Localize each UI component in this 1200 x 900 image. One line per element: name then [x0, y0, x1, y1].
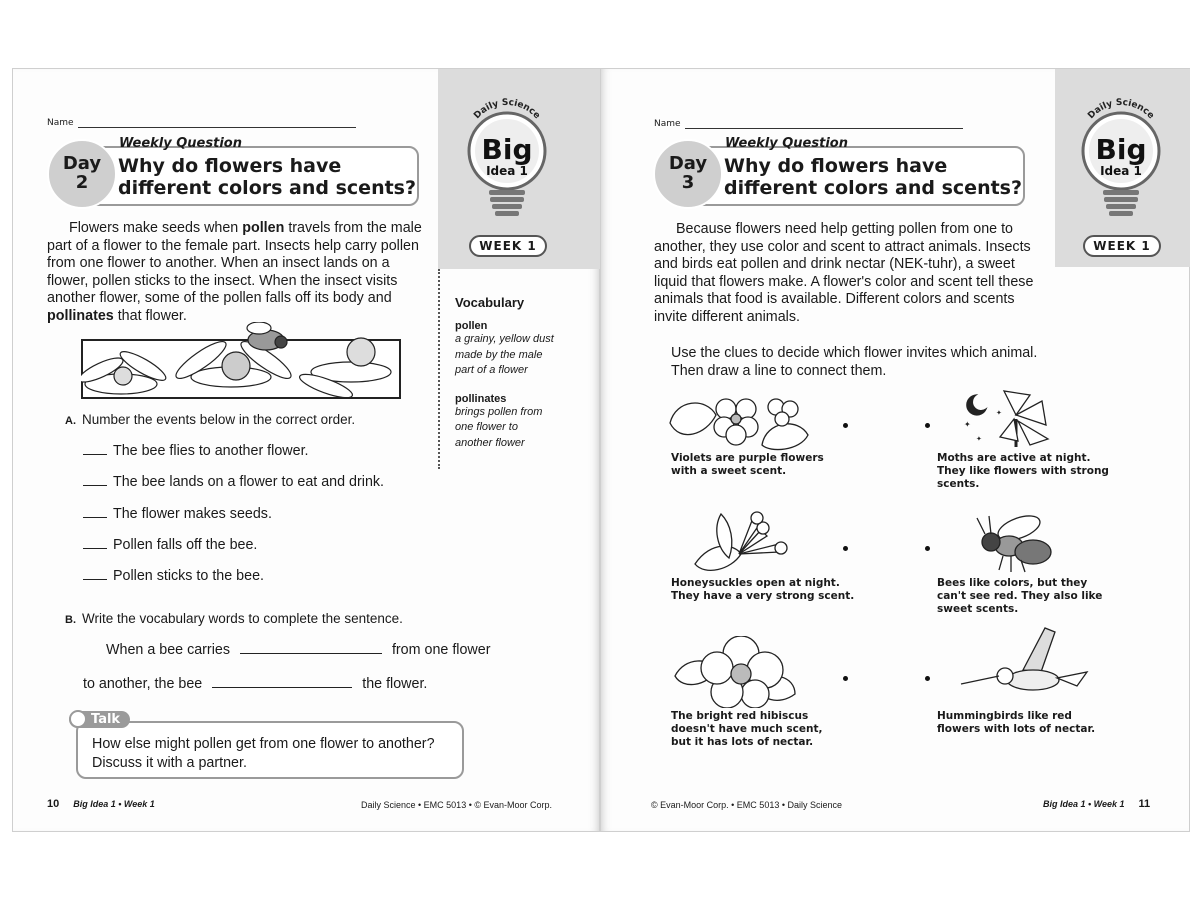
violet-flowers-icon [666, 395, 816, 451]
hibiscus-connect-dot[interactable] [843, 676, 848, 681]
event-text-4: Pollen falls off the bee. [113, 537, 258, 553]
sentence-line-2 [83, 676, 427, 692]
event-item-4[interactable] [83, 537, 257, 553]
page-number-left: 10 [47, 798, 60, 810]
event-text-3: The flower makes seeds. [113, 506, 272, 522]
footer-book-left: Big Idea 1 • Week 1 [73, 799, 155, 809]
vocabulary-box [455, 295, 555, 465]
question-a-text: Number the events below in the correct order. [82, 412, 356, 427]
title-line-1-right: Why do flowers have [724, 155, 948, 177]
hummingbird-icon [959, 626, 1091, 700]
day-label-right: Day [668, 153, 708, 175]
talk-face-icon [69, 710, 87, 728]
day-number: 2 [75, 172, 89, 193]
event-item-1[interactable] [83, 443, 309, 459]
talk-label: Talk [91, 712, 121, 727]
name-field[interactable] [47, 118, 356, 128]
moth-connect-dot[interactable] [925, 423, 930, 428]
vocab-term-pollen: pollen [455, 320, 488, 332]
event-text-5: Pollen sticks to the bee. [113, 568, 264, 584]
event-text-2: The bee lands on a flower to eat and drink. [113, 474, 385, 490]
left-footer [47, 798, 155, 810]
badge-big: Big [481, 133, 533, 166]
bee-clue: Bees like colors, but they can't see red. They also like sweet scents. [937, 577, 1103, 615]
badge-idea-right: Idea 1 [1100, 164, 1142, 178]
paragraph-segment: Flowers make seeds when [69, 220, 243, 236]
bee-connect-dot[interactable] [925, 546, 930, 551]
right-page [600, 68, 1190, 832]
talk-line-2: Discuss it with a partner. [92, 755, 247, 771]
honeysuckle-clue: Honeysuckles open at night. They have a very strong scent. [671, 577, 855, 602]
question-b [65, 611, 403, 626]
instructions-line-2: Then draw a line to connect them. [671, 362, 887, 379]
bee-on-flower-illustration [81, 322, 401, 400]
vocab-word-highlight: pollinates [47, 307, 114, 324]
honeysuckle-connect-dot[interactable] [843, 546, 848, 551]
moth-clue: Moths are active at night. They like flowers with strong scents. [937, 452, 1109, 490]
badge-idea: Idea 1 [486, 164, 528, 178]
badge-top-text-right: Daily Science [1086, 97, 1156, 122]
vocab-term-pollinates: pollinates [455, 392, 507, 405]
intro-paragraph-right [654, 221, 1044, 327]
order-blank-1[interactable] [83, 454, 107, 455]
title-line-1: Why do flowers have [118, 155, 342, 177]
sentence-line-1 [106, 642, 490, 658]
right-footer [1043, 798, 1150, 810]
question-a [65, 412, 355, 427]
right-footer-credit: © Evan-Moor Corp. • EMC 5013 • Daily Science [651, 800, 843, 810]
left-footer-credit: Daily Science • EMC 5013 • © Evan-Moor Corp. [361, 800, 553, 810]
talk-line-1: How else might pollen get from one flower to another? [92, 736, 435, 752]
badge-big-right: Big [1095, 133, 1147, 166]
name-label-right: Name [654, 119, 681, 129]
instructions [671, 345, 1091, 380]
hibiscus-flower-icon [671, 636, 801, 708]
event-text-1: The bee flies to another flower. [113, 443, 309, 459]
sentence-part-1: When a bee carries [106, 642, 230, 658]
event-item-2[interactable] [83, 474, 384, 490]
sentence-part-2: from one flower [391, 642, 491, 658]
svg-text:✦: ✦ [964, 420, 971, 429]
week-badge-right: WEEK 1 [1083, 235, 1161, 257]
order-blank-5[interactable] [83, 579, 107, 580]
day-circle-right [653, 139, 723, 209]
instructions-line-1: Use the clues to decide which flower invites which animal. [671, 345, 1038, 361]
question-b-text: Write the vocabulary words to complete the sentence. [82, 611, 403, 626]
big-idea-bulb-icon-right [1071, 97, 1171, 227]
question-a-letter: A. [65, 415, 76, 427]
honeysuckle-flower-icon [691, 510, 801, 576]
paragraph-text-right: Because flowers need help getting pollen from one to another, they use color and scent to attract animals. Insects and birds eat pollen and drink nectar (NEK-tuhr), a sweet liquid that flowers make. A flower's color and scent tell these animals that food is available. Different colors and scents invite different animals. [654, 221, 1034, 325]
footer-book-right: Big Idea 1 • Week 1 [1043, 799, 1125, 809]
paragraph-segment: that flower. [113, 307, 187, 324]
name-label: Name [47, 118, 74, 128]
day-number-right: 3 [681, 172, 695, 193]
title-line-2: different colors and scents? [118, 177, 417, 199]
day-label: Day [62, 153, 102, 175]
bee-icon [969, 512, 1063, 574]
sentence-part-3: to another, the bee [83, 676, 203, 692]
moth-icon [956, 385, 1076, 451]
order-blank-4[interactable] [83, 548, 107, 549]
title-line-2-right: different colors and scents? [724, 177, 1023, 199]
svg-text:✦: ✦ [976, 435, 982, 443]
vocab-divider [438, 269, 440, 469]
talk-box [76, 721, 464, 779]
vocab-definition-pollinates: brings pollen from one flower to another flower [455, 405, 543, 449]
order-blank-3[interactable] [83, 517, 107, 518]
paragraph-segment: travels from the male part of a flower to the female part. Insects help carry pollen from one flower to another. When an insect lands on a flower, pollen sticks to the insect. When the insect visits another flower, some of the pollen falls off its body and [47, 220, 422, 307]
intro-paragraph [47, 220, 427, 326]
event-item-3[interactable] [83, 506, 272, 522]
event-item-5[interactable] [83, 568, 264, 584]
weekly-question-label: Weekly Question [119, 136, 242, 151]
page-number-right: 11 [1138, 798, 1151, 810]
week-badge: WEEK 1 [469, 235, 547, 257]
name-rule-right[interactable] [685, 128, 963, 129]
violet-connect-dot[interactable] [843, 423, 848, 428]
hummingbird-clue: Hummingbirds like red flowers with lots of nectar. [937, 710, 1096, 735]
big-idea-bulb-icon [457, 97, 557, 227]
vocabulary-heading: Vocabulary [455, 295, 525, 310]
day-circle [47, 139, 117, 209]
svg-text:✦: ✦ [996, 409, 1002, 417]
question-b-letter: B. [65, 614, 76, 626]
order-blank-2[interactable] [83, 485, 107, 486]
left-page [12, 68, 600, 832]
hibiscus-clue: The bright red hibiscus doesn't have much scent, but it has lots of nectar. [671, 710, 823, 748]
weekly-question-label-right: Weekly Question [725, 136, 848, 151]
vocab-blank-1[interactable] [240, 653, 382, 654]
hummingbird-connect-dot[interactable] [925, 676, 930, 681]
sentence-part-4: the flower. [362, 676, 428, 692]
vocab-blank-2[interactable] [212, 687, 352, 688]
vocab-definition-pollen: a grainy, yellow dust made by the male part of a flower [455, 333, 554, 376]
violet-clue: Violets are purple flowers with a sweet scent. [671, 452, 824, 477]
page-title-right [724, 155, 1022, 199]
badge-top-text: Daily Science [472, 97, 542, 122]
vocab-word-highlight: pollen [242, 220, 285, 236]
page-title [118, 155, 416, 199]
name-field-right[interactable] [654, 119, 963, 129]
name-rule[interactable] [78, 127, 356, 128]
